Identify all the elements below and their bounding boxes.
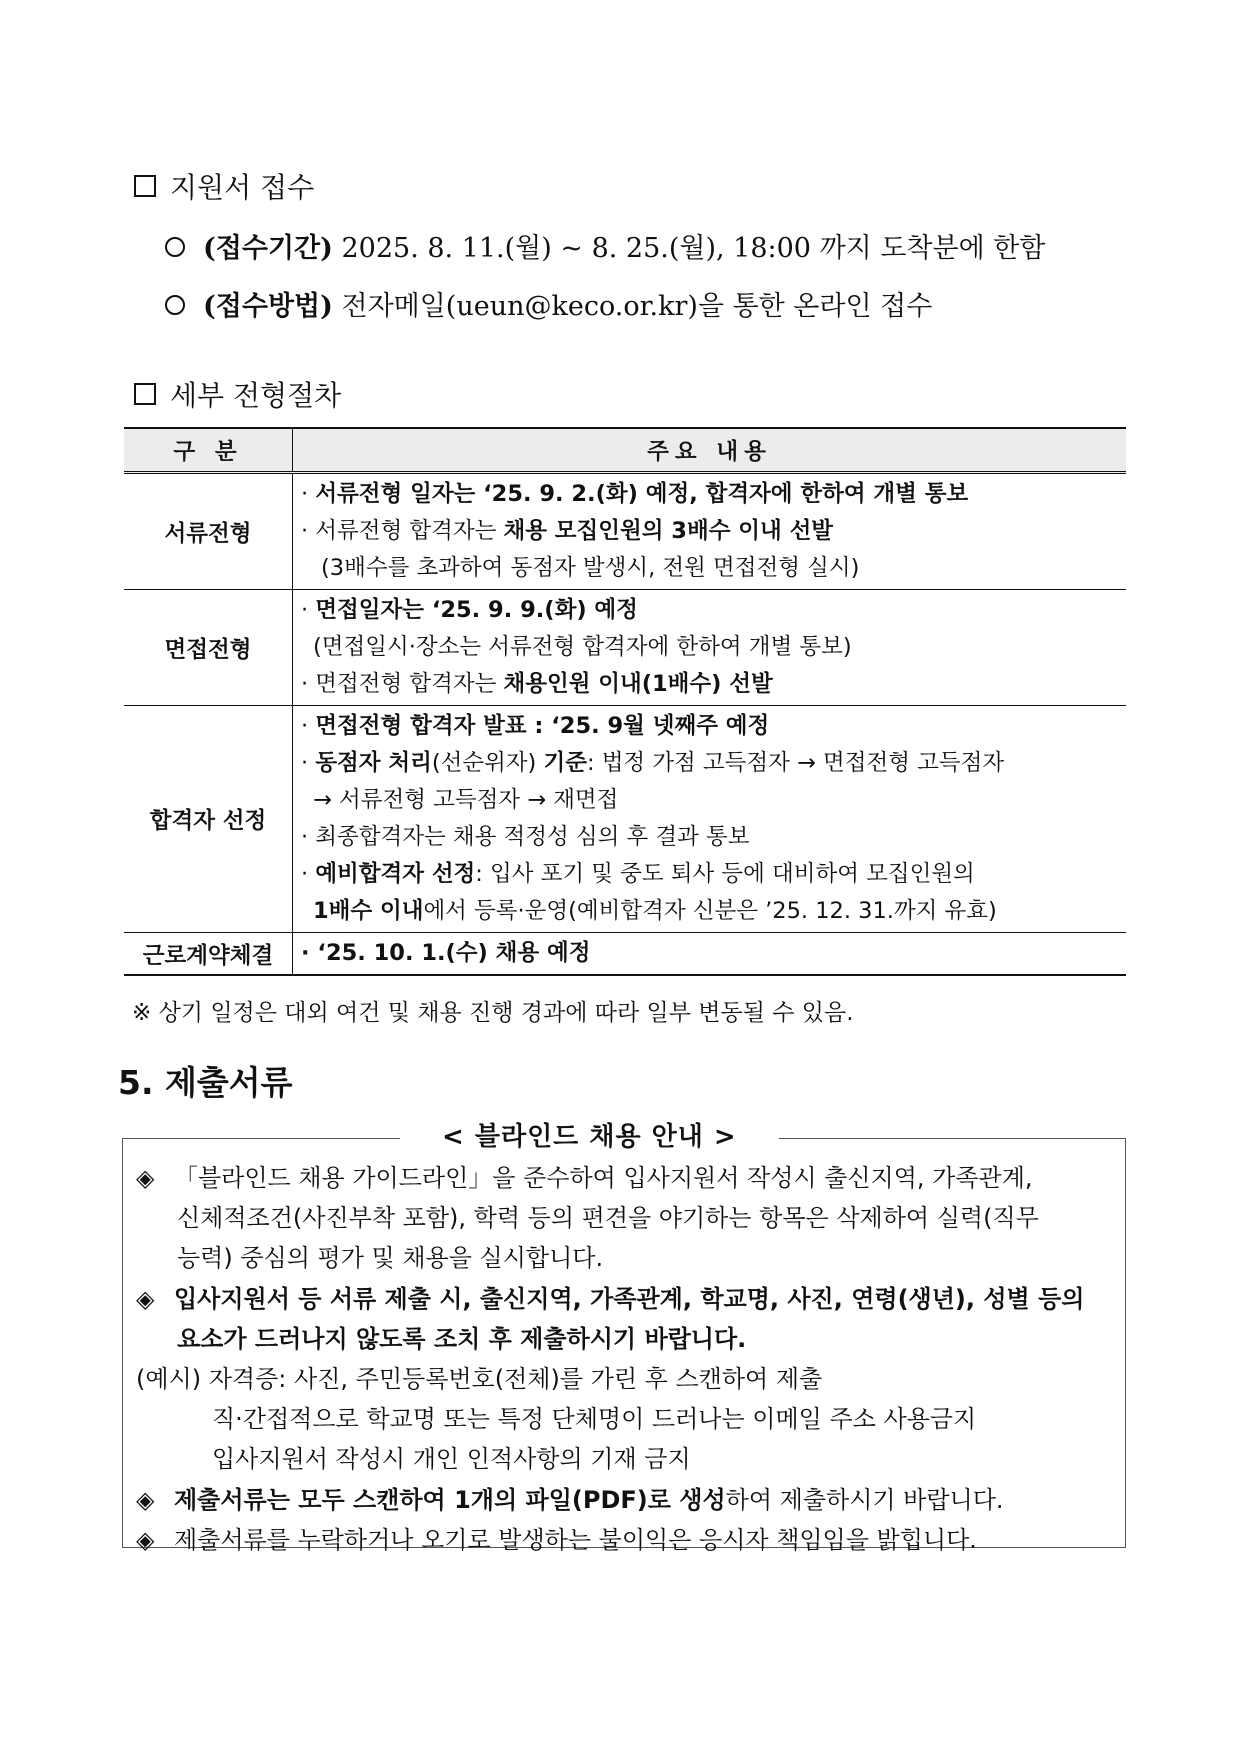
- line-text: : 법정 가점 고득점자 → 면접전형 고득점자: [586, 750, 1005, 776]
- line-text: : 입사 포기 및 중도 퇴사 등에 대비하여 모집인원의: [475, 861, 975, 887]
- diamond-bullet-icon: ◈: [136, 1285, 155, 1313]
- line-bold: 1배수 이내: [313, 898, 424, 924]
- example-line: 직·간접적으로 학교명 또는 특정 단체명이 드러나는 이메일 주소 사용금지: [212, 1405, 977, 1433]
- section-5-heading: 5. 제출서류: [118, 1063, 293, 1102]
- line-text: (면접일시·장소는 서류전형 합격자에 한하여 개별 통보): [313, 634, 852, 660]
- notice-continuation: 능력) 중심의 평가 및 채용을 실시합니다.: [177, 1244, 604, 1272]
- example-line: 입사지원서 작성시 개인 인적사항의 기재 금지: [212, 1445, 691, 1473]
- line-text: · 최종합격자는 채용 적정성 심의 후 결과 통보: [301, 824, 750, 850]
- line-text: ·: [301, 597, 316, 623]
- period-text: 2025. 8. 11.(월) ~ 8. 25.(월), 18:00 까지 도착분에 한함: [341, 233, 1046, 264]
- diamond-bullet-icon: ◈: [136, 1486, 155, 1514]
- line-text: · 면접전형 합격자는: [301, 671, 504, 697]
- checkbox-square-icon: [134, 175, 156, 197]
- line-text: 에서 등록·운영(예비합격자 신분은 ’25. 12. 31.까지 유효): [423, 898, 997, 924]
- notice-bullet-2: [136, 1279, 1084, 1319]
- row-category: 면접전형: [124, 590, 293, 706]
- content-line: [301, 856, 1120, 893]
- blind-hiring-title: < 블라인드 채용 안내 >: [400, 1116, 779, 1153]
- example-line: [136, 1359, 822, 1399]
- table-header-row: [124, 428, 1126, 473]
- notice-continuation: 요소가 드러나지 않도록 조치 후 제출하시기 바랍니다.: [177, 1325, 747, 1353]
- notice-bullet-4: [136, 1520, 977, 1560]
- content-line: [301, 935, 1120, 972]
- table-row: [124, 473, 1126, 590]
- application-heading-text: 지원서 접수: [170, 171, 315, 204]
- line-text: ·: [301, 481, 316, 507]
- table-row: [124, 933, 1126, 976]
- example-text: 자격증: 사진, 주민등록번호(전체)를 가린 후 스캔하여 제출: [208, 1365, 823, 1393]
- row-category: 합격자 선정: [124, 706, 293, 933]
- notice-text: 입사지원서 등 서류 제출 시, 출신지역, 가족관계, 학교명, 사진, 연령(생년), 성별 등의: [174, 1285, 1085, 1313]
- line-bold: 서류전형 일자는 ‘25. 9. 2.(화) 예정, 합격자에 한하여 개별 통보: [315, 481, 969, 507]
- checkbox-square-icon: [134, 383, 156, 405]
- line-bold: 동점자 처리: [315, 750, 432, 776]
- content-line: [301, 782, 1120, 819]
- line-text: (선순위자): [431, 750, 544, 776]
- notice-bold-text: 제출서류는 모두 스캔하여 1개의 파일(PDF)로 생성: [174, 1486, 726, 1514]
- content-line: [301, 666, 1120, 703]
- procedure-heading: [134, 374, 341, 414]
- content-line: [301, 708, 1120, 745]
- line-text: (3배수를 초과하여 동점자 발생시, 전원 면접전형 실시): [321, 555, 860, 581]
- notice-continuation: 신체적조건(사진부착 포함), 학력 등의 편견을 야기하는 항목은 삭제하여 실력(직무: [177, 1204, 1039, 1232]
- method-label: (접수방법): [203, 291, 333, 322]
- diamond-bullet-icon: ◈: [136, 1164, 155, 1192]
- application-method: [165, 284, 932, 323]
- application-heading: [134, 166, 314, 206]
- line-text: ·: [301, 713, 316, 739]
- line-bold: 면접전형 합격자 발표 : ‘25. 9월 넷째주 예정: [315, 713, 770, 739]
- line-bold: 면접일자는 ‘25. 9. 9.(화) 예정: [315, 597, 638, 623]
- row-content: [293, 933, 1127, 976]
- content-line: [301, 513, 1120, 550]
- schedule-change-note: ※ 상기 일정은 대외 여건 및 채용 진행 경과에 따라 일부 변동될 수 있음.: [132, 1000, 854, 1026]
- line-bold: 채용인원 이내(1배수) 선발: [503, 671, 773, 697]
- notice-text: 제출서류를 누락하거나 오기로 발생하는 불이익은 응시자 책임임을 밝힙니다.: [174, 1526, 977, 1554]
- content-line: [301, 592, 1120, 629]
- col-content-header: 주요 내용: [293, 428, 1127, 473]
- line-text: ·: [301, 861, 316, 887]
- row-category: 서류전형: [124, 473, 293, 590]
- content-line: [301, 819, 1120, 856]
- line-text: ·: [301, 940, 318, 966]
- content-line: [301, 550, 1120, 587]
- method-text: 전자메일(ueun@keco.or.kr)을 통한 온라인 접수: [341, 291, 933, 322]
- col-category-header: 구 분: [124, 428, 293, 473]
- diamond-bullet-icon: ◈: [136, 1526, 155, 1554]
- row-content: [293, 473, 1127, 590]
- line-bold: 채용 모집인원의 3배수 이내 선발: [503, 518, 834, 544]
- line-text: · 서류전형 합격자는: [301, 518, 504, 544]
- line-bold: ‘25. 10. 1.(수) 채용 예정: [317, 940, 591, 966]
- circle-bullet-icon: [165, 295, 185, 315]
- example-label: (예시): [136, 1365, 202, 1393]
- notice-bullet-1: [136, 1158, 1033, 1198]
- line-bold: 기준: [543, 750, 587, 776]
- row-content: [293, 706, 1127, 933]
- procedure-heading-text: 세부 전형절차: [170, 379, 342, 412]
- application-period: [165, 226, 1045, 265]
- procedure-table: [124, 427, 1126, 976]
- content-line: [301, 476, 1120, 513]
- table-row: [124, 706, 1126, 933]
- content-line: [301, 629, 1120, 666]
- line-text: ·: [301, 750, 316, 776]
- row-category: 근로계약체결: [124, 933, 293, 976]
- period-label: (접수기간): [203, 233, 333, 264]
- notice-text: 하여 제출하시기 바랍니다.: [725, 1486, 1004, 1514]
- notice-text: 「블라인드 채용 가이드라인」을 준수하여 입사지원서 작성시 출신지역, 가족관계,: [174, 1164, 1033, 1192]
- circle-bullet-icon: [165, 237, 185, 257]
- row-content: [293, 590, 1127, 706]
- content-line: [301, 745, 1120, 782]
- notice-bullet-3: [136, 1480, 1004, 1520]
- line-bold: 예비합격자 선정: [315, 861, 476, 887]
- content-line: [301, 893, 1120, 930]
- line-text: → 서류전형 고득점자 → 재면접: [313, 787, 619, 813]
- table-row: [124, 590, 1126, 706]
